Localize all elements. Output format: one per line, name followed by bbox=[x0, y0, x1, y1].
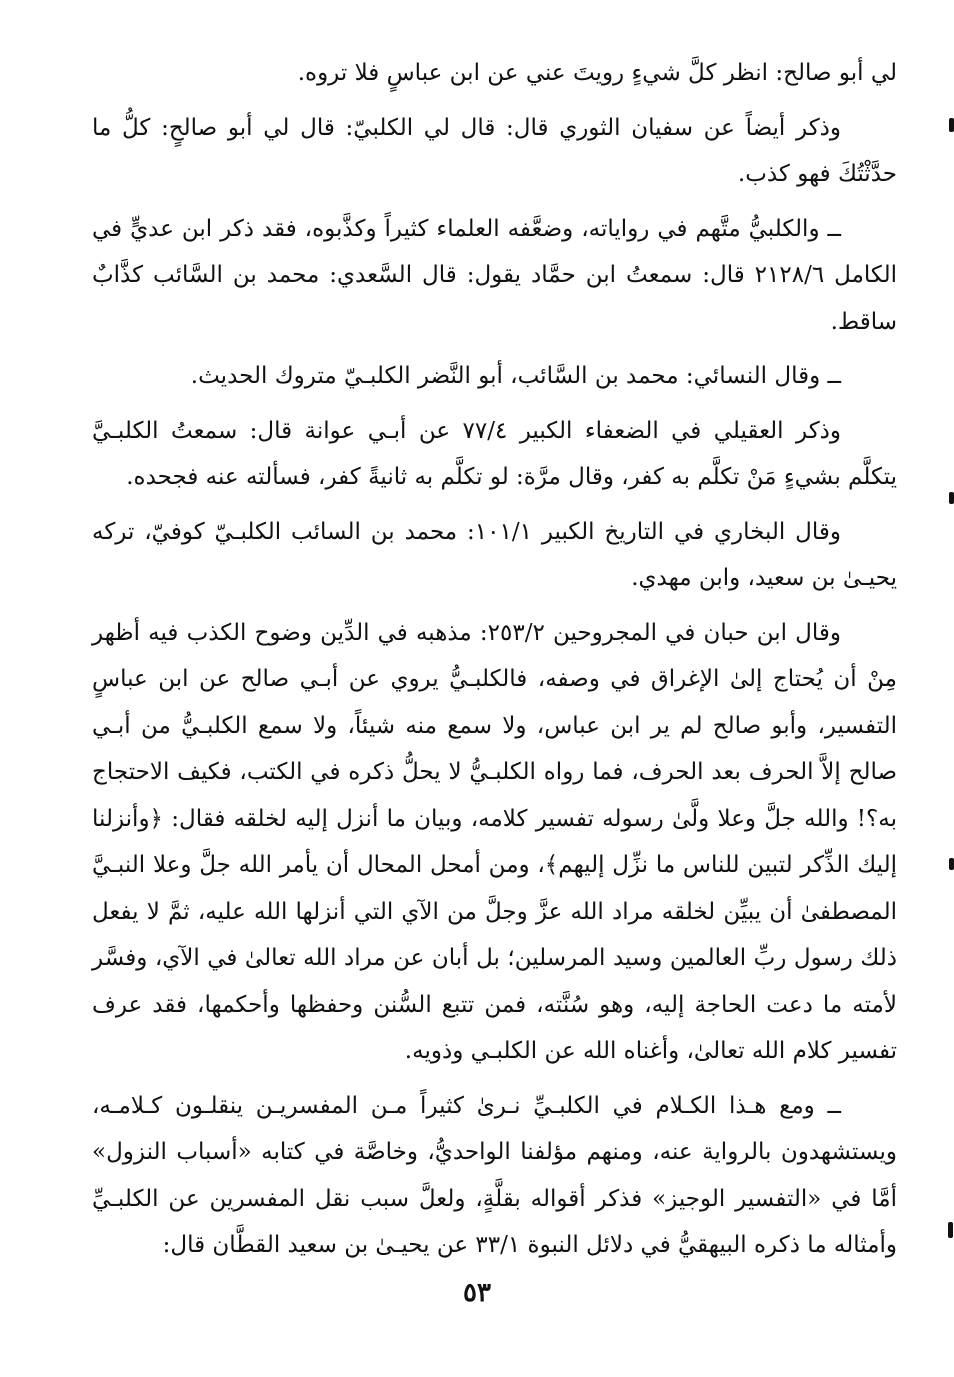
binding-mark-middle bbox=[949, 492, 954, 504]
paragraph-1: لي أبو صالح: انظر كلَّ شيءٍ رويتَ عني عن ابن عباسٍ فلا تروه. bbox=[297, 60, 897, 86]
binding-mark-bottom bbox=[948, 1222, 953, 1238]
binding-mark-top bbox=[949, 118, 954, 132]
page-number: ٥٣ bbox=[463, 1278, 491, 1308]
body-text bbox=[92, 50, 897, 1277]
paragraph-4: ــ وقال النسائي: محمد بن السَّائب، أبو النَّضر الكلبـيّ متروك الحديث. bbox=[190, 363, 841, 389]
paragraph-6: وقال البخاري في التاريخ الكبير ١٠١/١: محمد بن السائب الكلبـيّ كوفيّ، تركه يحيـىٰ بن سعيد، وابن مهدي. bbox=[92, 518, 897, 591]
binding-mark-lower bbox=[949, 858, 954, 870]
paragraph-3: ــ والكلبيُّ متَّهم في رواياته، وضعَّفه العلماء كثيراً وكذَّبوه، فقد ذكر ابن عديٍّ في الكامل ٢١٢٨/٦ قال: سمعتُ ابن حمَّاد يقول: قال السَّعدي: محمد بن السَّائب كذَّابٌ ساقط. bbox=[92, 215, 897, 335]
paragraph-5: وذكر العقيلي في الضعفاء الكبير ٧٧/٤ عن أبـي عوانة قال: سمعتُ الكلبـيَّ يتكلَّم بشيءٍ مَنْ تكلَّم به كفر، وقال مرَّة: لو تكلَّم به ثانيةً كفر، فسألته عنه فجحده. bbox=[92, 417, 897, 490]
paragraph-7: وقال ابن حبان في المجروحين ٢٥٣/٢: مذهبه في الدِّين وضوح الكذب فيه أظهر مِنْ أن يُحتاج إلىٰ الإغراق في وصفه، فالكلبـيُّ يروي عن أبـي صالح عن ابن عباسٍ التفسير، وأبو صالح لم ير ابن عباس، ولا سمع منه شيئاً، ولا سمع الكلبـيُّ من أبـي صالح إلاَّ الحرف بعد الحرف، فما رواه الكلبـيُّ لا يحلُّ ذكره في الكتب، فكيف الاحتجاج به؟! والله جلَّ وعلا ولَّىٰ رسوله تفسير كلامه، وبيان ما أنزل إليه لخلقه فقال: ﴿وأنزلنا إليك الذِّكر لتبين للناس ما نزِّل إليهم﴾، ومن أمحل المحال أن يأمر الله جلَّ وعلا النبـيَّ المصطفىٰ أن يبيِّن لخلقه مراد الله عزَّ وجلَّ من الآي التي أنزلها الله عليه، ثمَّ لا يفعل ذلك رسول ربِّ العالمين وسيد المرسلين؛ بل أبان عن مراد الله تعالىٰ في الآي، وفسَّر لأمته ما دعت الحاجة إليه، وهو سُنَّته، فمن تتبع السُّنن وحفظها وأحكمها، فقد عرف تفسير كلام الله تعالىٰ، وأغناه الله عن الكلبـي وذويه. bbox=[92, 619, 897, 1064]
paragraph-2: وذكر أيضاً عن سفيان الثوري قال: قال لي الكلبيّ: قال لي أبو صالحٍ: كلُّ ما حدَّثْتُكَ فهو كذب. bbox=[92, 114, 897, 187]
paragraph-8: ــ ومع هـذا الكـلام في الكلبـيِّ نـرىٰ كثيراً مـن المفسريـن ينقلـون كـلامـه، ويستشهدون بالرواية عنه، ومنهم مؤلفنا الواحديُّ، وخاصَّة في كتابه «أسباب النزول» أمَّا في «التفسير الوجيز» فذكر أقواله بقلَّةٍ، ولعلَّ سبب نقل المفسرين عن الكلبـيِّ وأمثاله ما ذكره البيهقيُّ في دلائل النبوة ٣٣/١ عن يحيـىٰ بن سعيد القطَّان قال: bbox=[92, 1092, 897, 1258]
